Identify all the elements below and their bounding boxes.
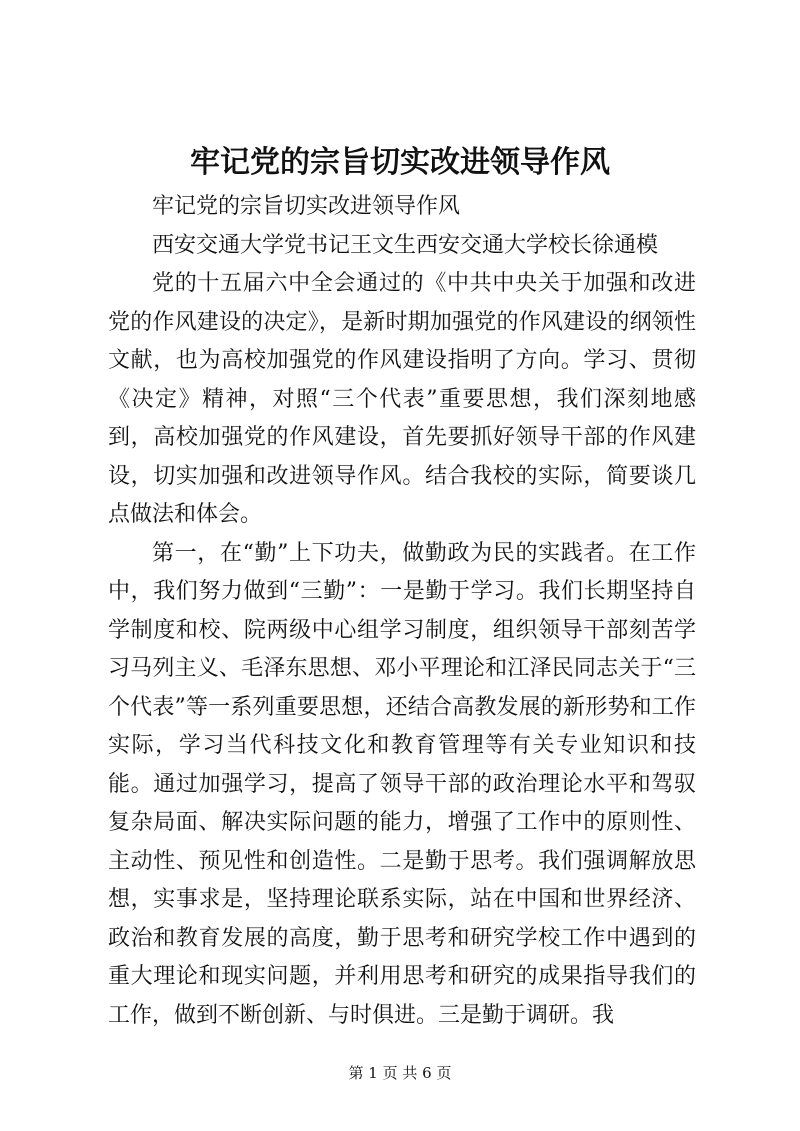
body-paragraph-2: 第一，在“勤”上下功夫，做勤政为民的实践者。在工作中，我们努力做到“三勤”：一是勤于学习。我们长期坚持自学制度和校、院两级中心组学习制度，组织领导干部刻苦学习马列主义、毛泽东思想、邓小平理论和江泽民同志关于“三个代表”等一系列重要思想，还结合高教发展的新形势和工作实际，学习当代科技文化和教育管理等有关专业知识和技能。通过加强学习，提高了领导干部的政治理论水平和驾驭复杂局面、解决实际问题的能力，增强了工作中的原则性、主动性、预见性和创造性。二是勤于思考。我们强调解放思想，实事求是，坚持理论联系实际，站在中国和世界经济、政治和教育发展的高度，勤于思考和研究学校工作中遇到的重大理论和现实问题，并利用思考和研究的成果指导我们的工作，做到不断创新、与时俱进。三是勤于调研。我 [108,540,696,1028]
body-paragraph-1: 党的十五届六中全会通过的《中共中央关于加强和改进党的作风建设的决定》，是新时期加强党的作风建设的纲领性文献，也为高校加强党的作风建设指明了方向。学习、贯彻《决定》精神，对照“三个代表”重要思想，我们深刻地感到，高校加强党的作风建设，首先要抓好领导干部的作风建设，切实加强和改进领导作风。结合我校的实际，简要谈几点做法和体会。 [108,271,696,527]
page-footer: 第 1 页 共 6 页 [348,1064,452,1082]
subtitle-paragraph: 牢记党的宗旨切实改进领导作风 [152,194,461,219]
authors-paragraph: 西安交通大学党书记王文生西安交通大学校长徐通模 [152,232,659,258]
page-title: 牢记党的宗旨切实改进领导作风 [190,145,610,180]
document-body [108,188,696,1035]
